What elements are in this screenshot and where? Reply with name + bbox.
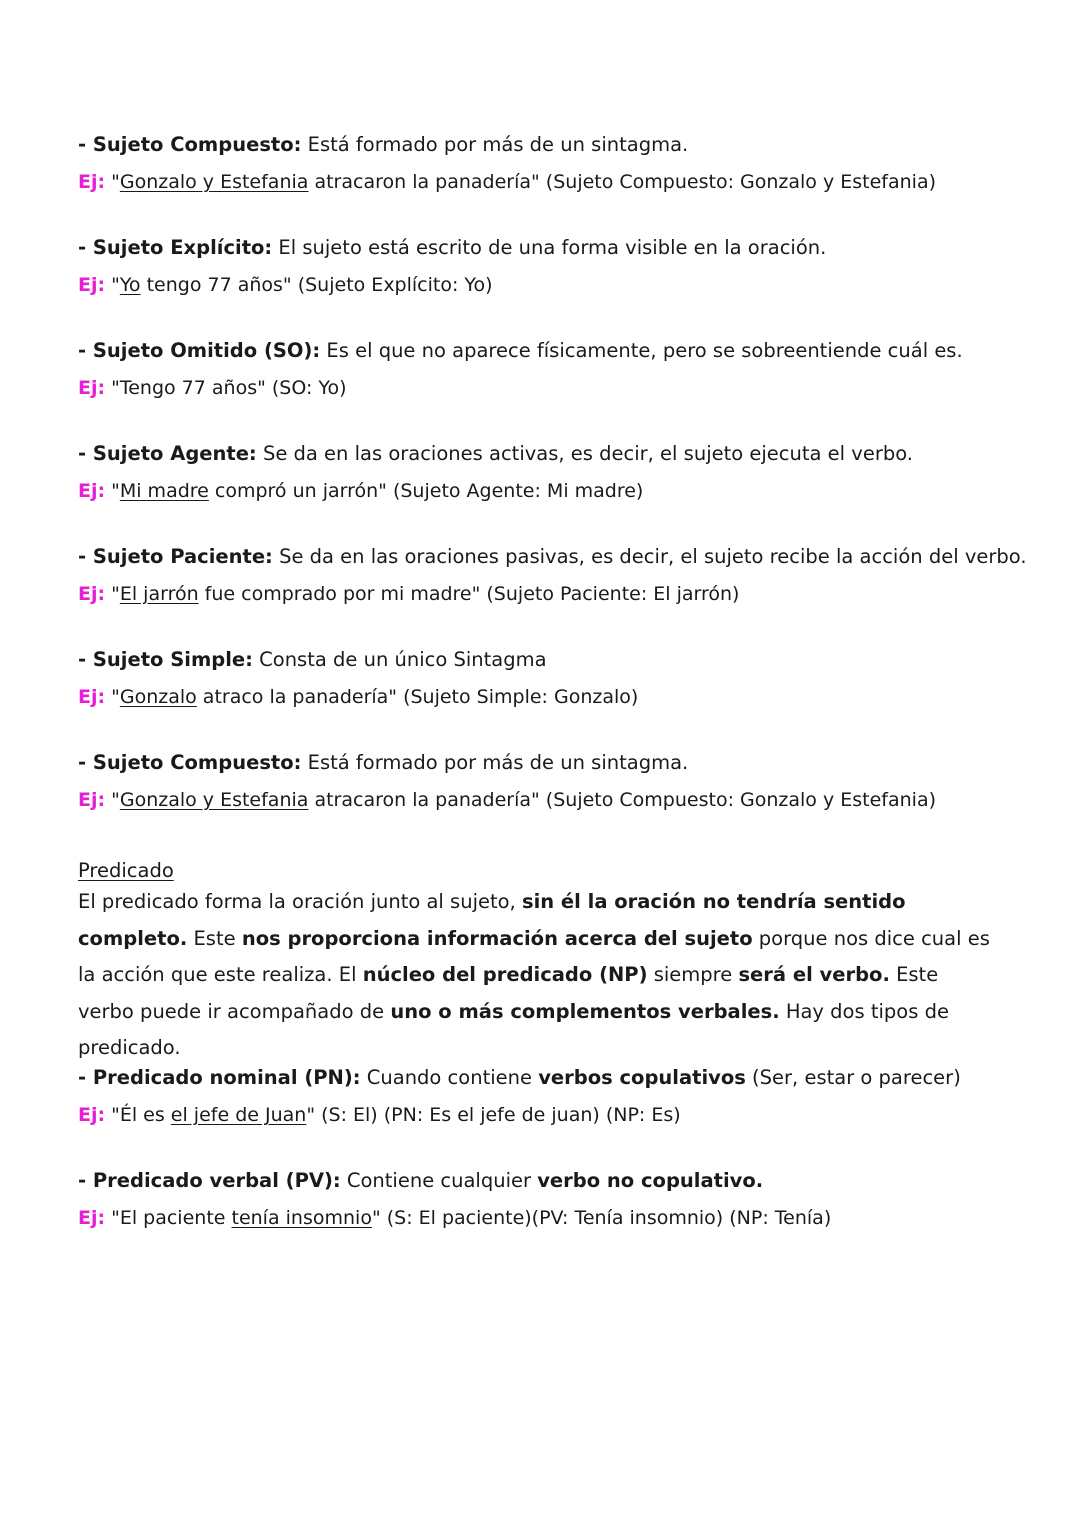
- example-open: ": [111, 171, 120, 193]
- definition-predicado-nominal: [78, 1064, 961, 1092]
- definition-sujeto-omitido: [78, 337, 963, 365]
- term-name: - Sujeto Compuesto:: [78, 751, 302, 774]
- para-bold: núcleo del predicado (NP): [362, 963, 648, 986]
- term-definition: Consta de un único Sintagma: [259, 648, 547, 671]
- para-text: Este: [187, 926, 242, 950]
- definition-sujeto-paciente: [78, 543, 1027, 571]
- example-sujeto-paciente: [78, 580, 739, 608]
- example-underlined: Gonzalo y Estefania: [119, 171, 309, 193]
- term-definition: Contiene cualquier: [346, 1169, 538, 1192]
- example-label: Ej:: [78, 583, 106, 605]
- example-sujeto-omitido: [78, 374, 347, 402]
- term-definition-bold: verbo no copulativo.: [537, 1169, 764, 1192]
- definition-predicado-verbal: [78, 1167, 763, 1195]
- para-text: Hay dos tipos de predicado.: [78, 999, 949, 1059]
- example-open: ": [111, 583, 120, 605]
- term-name: - Sujeto Simple:: [78, 648, 253, 671]
- definition-sujeto-simple: [78, 646, 547, 674]
- term-definition: Es el que no aparece físicamente, pero se sobreentiende cuál es.: [326, 339, 963, 362]
- example-rest: " (S: El paciente)(PV: Tenía insomnio) (NP: Tenía): [371, 1207, 832, 1229]
- example-rest: atraco la panadería" (Sujeto Simple: Gonzalo): [196, 686, 639, 708]
- section-title-predicado: Predicado: [78, 859, 174, 882]
- example-open: ": [111, 686, 120, 708]
- example-label: Ej:: [78, 377, 106, 399]
- example-underlined: Gonzalo: [119, 686, 197, 708]
- term-definition-bold: verbos copulativos: [538, 1066, 746, 1089]
- example-open: ": [111, 480, 120, 502]
- example-predicado-verbal: [78, 1204, 831, 1232]
- term-name: - Sujeto Agente:: [78, 442, 257, 465]
- definition-sujeto-compuesto: [78, 131, 688, 159]
- term-name: - Sujeto Explícito:: [78, 236, 273, 259]
- example-rest: atracaron la panadería" (Sujeto Compuesto: Gonzalo y Estefania): [308, 789, 936, 811]
- example-label: Ej:: [78, 480, 106, 502]
- para-bold: será el verbo.: [738, 963, 890, 986]
- para-text: siempre: [647, 963, 739, 986]
- example-open: ": [111, 789, 120, 811]
- example-rest: fue comprado por mi madre" (Sujeto Paciente: El jarrón): [198, 583, 740, 605]
- example-sujeto-agente: [78, 477, 643, 505]
- example-predicado-nominal: [78, 1101, 681, 1129]
- example-label: Ej:: [78, 274, 106, 296]
- example-rest: compró un jarrón" (Sujeto Agente: Mi madre): [208, 480, 644, 502]
- para-bold: sin él la oración no tendría sentido completo.: [78, 890, 906, 950]
- term-definition: Está formado por más de un sintagma.: [307, 751, 689, 774]
- example-sujeto-compuesto-repeat: [78, 786, 936, 814]
- term-definition: Cuando contiene: [366, 1066, 539, 1089]
- para-text: Este verbo puede ir acompañado de: [78, 963, 939, 1023]
- example-underlined: el jefe de Juan: [170, 1104, 307, 1126]
- term-name: - Sujeto Paciente:: [78, 545, 273, 568]
- definition-sujeto-agente: [78, 440, 913, 468]
- example-label: Ej:: [78, 1104, 106, 1126]
- example-label: Ej:: [78, 171, 106, 193]
- example-sujeto-simple: [78, 683, 638, 711]
- example-label: Ej:: [78, 789, 106, 811]
- example-underlined: tenía insomnio: [231, 1207, 372, 1229]
- term-definition: El sujeto está escrito de una forma visible en la oración.: [278, 236, 827, 259]
- term-name: - Predicado nominal (PN):: [78, 1066, 361, 1089]
- example-rest: " (S: El) (PN: Es el jefe de juan) (NP: Es): [306, 1104, 681, 1126]
- definition-sujeto-compuesto-repeat: [78, 749, 688, 777]
- para-bold: nos proporciona información acerca del sujeto: [241, 926, 753, 950]
- example-open: "Él es: [111, 1104, 171, 1126]
- term-definition: (Ser, estar o parecer): [745, 1066, 961, 1089]
- definition-sujeto-explicito: [78, 234, 826, 262]
- example-open: "El paciente: [111, 1207, 232, 1229]
- para-bold: uno o más complementos verbales.: [390, 999, 780, 1023]
- example-underlined: Yo: [119, 274, 141, 296]
- example-underlined: Gonzalo y Estefania: [119, 789, 309, 811]
- term-definition: Se da en las oraciones activas, es decir, el sujeto ejecuta el verbo.: [262, 442, 913, 465]
- term-name: - Predicado verbal (PV):: [78, 1169, 341, 1192]
- example-label: Ej:: [78, 686, 106, 708]
- para-text: El predicado forma la oración junto al sujeto,: [78, 890, 522, 913]
- term-definition: Está formado por más de un sintagma.: [307, 133, 689, 156]
- para-text: porque nos dice cual es la acción que este realiza. El: [78, 926, 990, 986]
- example-open: "Tengo 77 años" (SO: Yo): [111, 377, 347, 399]
- term-name: - Sujeto Omitido (SO):: [78, 339, 321, 362]
- example-underlined: Mi madre: [119, 480, 209, 502]
- example-sujeto-explicito: [78, 271, 493, 299]
- term-name: - Sujeto Compuesto:: [78, 133, 302, 156]
- example-label: Ej:: [78, 1207, 106, 1229]
- example-underlined: El jarrón: [119, 583, 199, 605]
- example-rest: atracaron la panadería" (Sujeto Compuesto: Gonzalo y Estefania): [308, 171, 936, 193]
- predicado-paragraph: [78, 884, 998, 1067]
- example-sujeto-compuesto: [78, 168, 936, 196]
- term-definition: Se da en las oraciones pasivas, es decir, el sujeto recibe la acción del verbo.: [279, 545, 1027, 568]
- example-rest: tengo 77 años" (Sujeto Explícito: Yo): [140, 274, 493, 296]
- example-open: ": [111, 274, 120, 296]
